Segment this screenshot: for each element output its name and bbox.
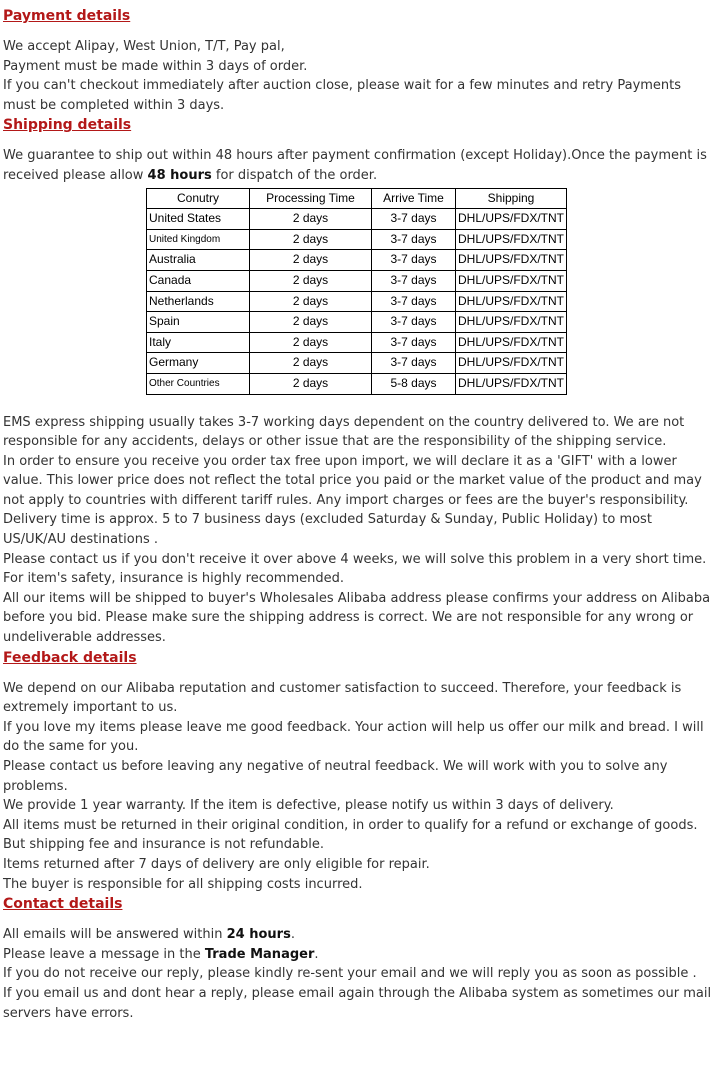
contact-bold: Trade Manager bbox=[204, 946, 315, 962]
contact-bold: 24 hours bbox=[226, 927, 291, 943]
cell-arrive: 3-7 days bbox=[372, 312, 456, 333]
cell-processing: 2 days bbox=[250, 229, 372, 250]
payment-line: Payment must be made within 3 days of order. bbox=[3, 58, 308, 74]
shipping-line: Please contact us if you don't receive it over above 4 weeks, we will solve this problem in a very short time. bbox=[3, 551, 707, 567]
contact-text: Please leave a message in the bbox=[3, 946, 205, 962]
table-row bbox=[147, 373, 567, 394]
cell-country: Canada bbox=[147, 270, 250, 291]
cell-shipping: DHL/UPS/FDX/TNT bbox=[456, 312, 567, 333]
cell-processing: 2 days bbox=[250, 332, 372, 353]
payment-line: If you can't checkout immediately after auction close, please wait for a few minutes and retry Payments must be completed within 3 days. bbox=[3, 78, 682, 113]
table-row bbox=[147, 229, 567, 250]
cell-arrive: 3-7 days bbox=[372, 353, 456, 374]
cell-processing: 2 days bbox=[250, 373, 372, 394]
cell-arrive: 3-7 days bbox=[372, 291, 456, 312]
table-header-row bbox=[147, 188, 567, 209]
contact-heading: Contact details bbox=[3, 896, 123, 913]
shipping-heading: Shipping details bbox=[3, 117, 132, 134]
cell-shipping: DHL/UPS/FDX/TNT bbox=[456, 229, 567, 250]
shipping-line: Delivery time is approx. 5 to 7 business days (excluded Saturday & Sunday, Public Holiday) to most US/UK/AU destinations . bbox=[3, 512, 652, 548]
payment-line: We accept Alipay, West Union, T/T, Pay pal, bbox=[3, 39, 285, 54]
contact-text-end: . bbox=[314, 946, 319, 962]
contact-line: If you email us and dont hear a reply, please email again through the Alibaba system as sometimes our mail servers have errors. bbox=[3, 985, 712, 1021]
feedback-line: We depend on our Alibaba reputation and customer satisfaction to succeed. Therefore, your feedback is extremely important to us. bbox=[3, 680, 682, 716]
contact-line bbox=[3, 925, 713, 945]
feedback-line: If you love my items please leave me good feedback. Your action will help us offer our milk and bread. I will do the same for you. bbox=[3, 719, 704, 755]
contact-text-end: . bbox=[290, 927, 295, 943]
cell-arrive: 3-7 days bbox=[372, 332, 456, 353]
table-row bbox=[147, 332, 567, 353]
table-row bbox=[147, 270, 567, 291]
cell-arrive: 3-7 days bbox=[372, 209, 456, 230]
col-header-arrive: Arrive Time bbox=[372, 188, 456, 209]
feedback-line: All items must be returned in their original condition, in order to qualify for a refund or exchange of goods. But shipping fee and insurance is not refundable. bbox=[3, 817, 698, 853]
feedback-line: Please contact us before leaving any negative of neutral feedback. We will work with you to solve any problems. bbox=[3, 759, 668, 794]
contact-line bbox=[3, 945, 713, 965]
cell-processing: 2 days bbox=[250, 291, 372, 312]
cell-processing: 2 days bbox=[250, 270, 372, 291]
cell-shipping: DHL/UPS/FDX/TNT bbox=[456, 270, 567, 291]
feedback-line: Items returned after 7 days of delivery are only eligible for repair. bbox=[3, 856, 430, 872]
shipping-line: For item's safety, insurance is highly recommended. bbox=[3, 571, 345, 587]
cell-shipping: DHL/UPS/FDX/TNT bbox=[456, 250, 567, 271]
cell-country: Spain bbox=[147, 312, 250, 333]
shipping-intro bbox=[3, 146, 713, 185]
cell-country: Australia bbox=[147, 250, 250, 271]
shipping-line: EMS express shipping usually takes 3-7 working days dependent on the country delivered to. We are not responsible for any accidents, delays or other issue that are the responsibility of the shipping service. bbox=[3, 414, 685, 450]
cell-arrive: 5-8 days bbox=[372, 373, 456, 394]
cell-country: Italy bbox=[147, 332, 250, 353]
cell-processing: 2 days bbox=[250, 353, 372, 374]
table-row bbox=[147, 250, 567, 271]
feedback-line: We provide 1 year warranty. If the item is defective, please notify us within 3 days of delivery. bbox=[3, 798, 614, 814]
feedback-heading: Feedback details bbox=[3, 649, 137, 666]
shipping-intro-text-end: for dispatch of the order. bbox=[211, 167, 378, 183]
shipping-table bbox=[146, 188, 567, 395]
cell-shipping: DHL/UPS/FDX/TNT bbox=[456, 291, 567, 312]
cell-shipping: DHL/UPS/FDX/TNT bbox=[456, 353, 567, 374]
cell-processing: 2 days bbox=[250, 209, 372, 230]
cell-arrive: 3-7 days bbox=[372, 250, 456, 271]
cell-arrive: 3-7 days bbox=[372, 270, 456, 291]
table-row bbox=[147, 291, 567, 312]
col-header-shipping: Shipping bbox=[456, 188, 567, 209]
feedback-line: The buyer is responsible for all shipping costs incurred. bbox=[3, 876, 363, 892]
shipping-line: In order to ensure you receive you order tax free upon import, we will declare it as a 'GIFT' with a lower value. This lower price does not reflect the total price you paid or the market value of the product and may not apply to countries with different tariff rules. Any import charges or fees are the buyer's responsibility. bbox=[3, 453, 702, 508]
table-row bbox=[147, 353, 567, 374]
col-header-processing: Processing Time bbox=[250, 188, 372, 209]
contact-text: All emails will be answered within bbox=[3, 927, 227, 943]
table-row bbox=[147, 209, 567, 230]
cell-shipping: DHL/UPS/FDX/TNT bbox=[456, 373, 567, 394]
cell-arrive: 3-7 days bbox=[372, 229, 456, 250]
cell-shipping: DHL/UPS/FDX/TNT bbox=[456, 209, 567, 230]
cell-country: Netherlands bbox=[147, 291, 250, 312]
shipping-intro-text: We guarantee to ship out within 48 hours after payment confirmation (except Holiday).Once the payment is received please allow bbox=[3, 148, 707, 183]
cell-country: United Kingdom bbox=[147, 229, 250, 250]
cell-processing: 2 days bbox=[250, 312, 372, 333]
contact-line: If you do not receive our reply, please kindly re-sent your email and we will reply you as soon as possible . bbox=[3, 966, 697, 982]
cell-country: Germany bbox=[147, 353, 250, 374]
payment-heading: Payment details bbox=[3, 8, 131, 24]
cell-country: Other Countries bbox=[147, 373, 250, 394]
cell-country: United States bbox=[147, 209, 250, 230]
shipping-line: All our items will be shipped to buyer's Wholesales Alibaba address please confirms your address on Alibaba before you bid. Please make sure the shipping address is correct. We are not responsible for any wrong or undeliverable addresses. bbox=[3, 590, 711, 646]
col-header-country: Conutry bbox=[147, 188, 250, 209]
cell-shipping: DHL/UPS/FDX/TNT bbox=[456, 332, 567, 353]
shipping-intro-bold: 48 hours bbox=[147, 167, 212, 183]
cell-processing: 2 days bbox=[250, 250, 372, 271]
table-row bbox=[147, 312, 567, 333]
